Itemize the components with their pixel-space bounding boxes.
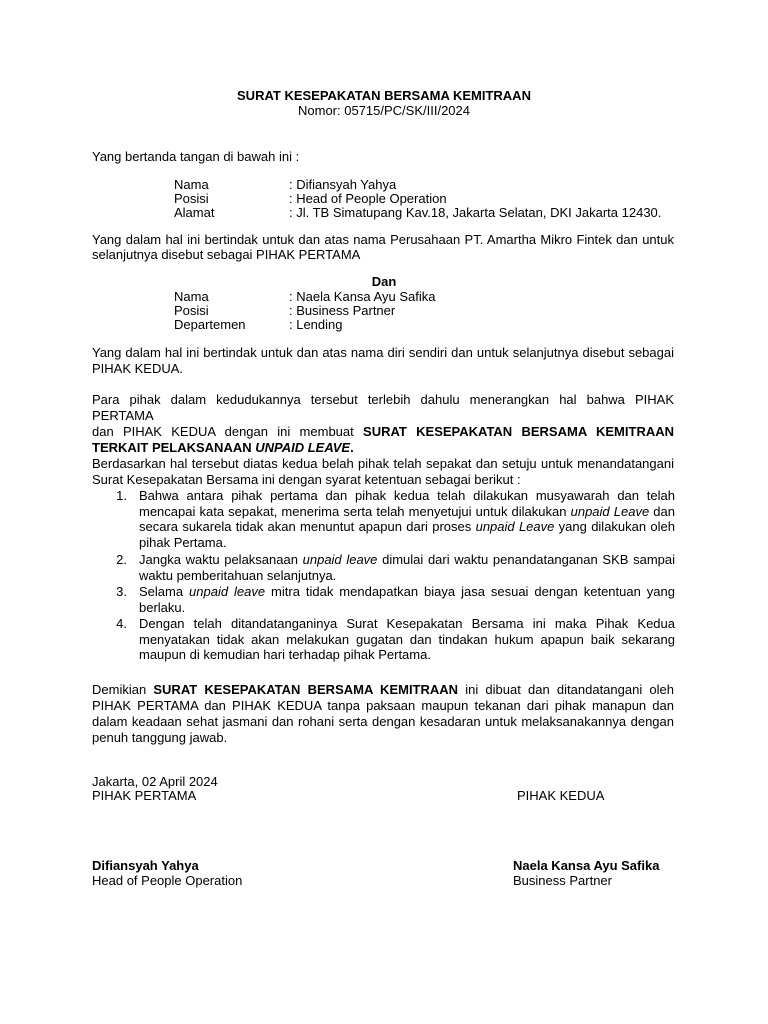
first-party-name-label: Nama — [174, 177, 209, 192]
agreement-line — [92, 424, 674, 440]
terms-item-number: 2. — [116, 552, 127, 567]
terms-item-number: 1. — [116, 488, 127, 503]
terms-item-line: maupun di kemudian hari terhadap pihak Pertama. — [139, 647, 431, 663]
terms-intro-line: Surat Kesepakatan Bersama ini dengan syarat ketentuan sebagai berikut : — [92, 472, 521, 487]
terms-item-italic: unpaid leave — [302, 552, 378, 567]
terms-item-text — [139, 488, 675, 550]
terms-item-line: pihak Pertama. — [139, 534, 227, 550]
second-party-role: PIHAK KEDUA — [517, 788, 605, 803]
first-party-statement-line: selanjutnya disebut sebagai PIHAK PERTAMA — [92, 247, 361, 262]
terms-item-number: 3. — [116, 584, 127, 599]
first-party-signatory-title: Head of People Operation — [92, 873, 243, 888]
terms-item-text — [139, 584, 675, 615]
terms-item-line: Bahwa antara pihak pertama dan pihak kedua telah dilakukan musyawarah dan telah — [139, 488, 675, 503]
terms-item-text-part: mencapai kata sepakat, menerima serta telah menyetujui untuk dilakukan — [139, 503, 571, 519]
first-party-address-label: Alamat — [174, 205, 215, 220]
terms-item-line — [139, 519, 675, 535]
terms-item-line — [139, 584, 675, 600]
first-party-signatory-name: Difiansyah Yahya — [92, 858, 199, 873]
first-party-address-value: : Jl. TB Simatupang Kav.18, Jakarta Selatan, DKI Jakarta 12430. — [289, 205, 662, 220]
first-party-position-value: : Head of People Operation — [289, 191, 447, 206]
second-party-department-label: Departemen — [174, 317, 246, 332]
second-party-position-label: Posisi — [174, 303, 209, 318]
terms-item-text-part: dan — [649, 503, 675, 519]
second-party-position-value: : Business Partner — [289, 303, 396, 318]
terms-item-line: berlaku. — [139, 599, 186, 615]
terms-item-line: menyatakan tidak akan melakukan gugatan dan tindakan hukum apapun baik sekarang — [139, 631, 675, 647]
first-party-position-label: Posisi — [174, 191, 209, 206]
closing-line: penuh tanggung jawab. — [92, 730, 228, 745]
terms-item-text — [139, 552, 675, 583]
terms-item-italic: unpaid Leave — [475, 519, 555, 535]
first-party-statement-line: Yang dalam hal ini bertindak untuk dan atas nama Perusahaan PT. Amartha Mikro Fintek dan untuk — [92, 232, 674, 247]
dan-separator: Dan — [371, 274, 397, 289]
agreement-title-bold: TERKAIT PELAKSANAAN — [92, 440, 256, 455]
agreement-line — [92, 440, 674, 456]
closing-line: dalam keadaan sehat jasmani dan rohani serta dengan kesadaran untuk melaksanakannya dengan — [92, 714, 674, 729]
second-party-signatory-name: Naela Kansa Ayu Safika — [513, 858, 660, 873]
closing-text-part: ini dibuat dan ditandatangani oleh — [458, 682, 674, 697]
agreement-title-italic: UNPAID LEAVE — [255, 440, 351, 455]
closing-line — [92, 682, 674, 698]
agreement-title-end: . — [350, 440, 354, 455]
first-party-name-value: : Difiansyah Yahya — [289, 177, 397, 192]
terms-item-text-part: Selama — [139, 584, 190, 599]
second-party-signatory-title: Business Partner — [513, 873, 612, 888]
terms-item-text-part: Jangka waktu pelaksanaan — [139, 552, 303, 567]
terms-item-line — [139, 504, 675, 520]
second-party-name-value: : Naela Kansa Ayu Safika — [289, 289, 436, 304]
second-party-statement-line: Yang dalam hal ini bertindak untuk dan atas nama diri sendiri dan untuk selanjutnya disebut sebagai — [92, 345, 674, 360]
second-party-name-label: Nama — [174, 289, 209, 304]
second-party-statement-line: PIHAK KEDUA. — [92, 361, 184, 376]
agreement-title-bold: SURAT KESEPAKATAN BERSAMA KEMITRAAN — [363, 424, 674, 439]
terms-item-line: Dengan telah ditandatanganinya Surat Kesepakatan Bersama ini maka Pihak Kedua — [139, 616, 675, 631]
terms-item-italic: unpaid leave — [189, 584, 266, 599]
terms-item-number: 4. — [116, 616, 127, 631]
agreement-text: dan PIHAK KEDUA dengan ini membuat — [92, 424, 364, 439]
terms-item-text-part: yang dilakukan oleh — [554, 519, 676, 535]
document-number: Nomor: 05715/PC/SK/III/2024 — [298, 103, 470, 118]
terms-intro-line: Berdasarkan hal tersebut diatas kedua belah pihak telah sepakat dan setuju untuk menandatangani — [92, 456, 674, 471]
closing-title-bold: SURAT KESEPAKATAN BERSAMA KEMITRAAN — [153, 682, 459, 697]
document-title: SURAT KESEPAKATAN BERSAMA KEMITRAAN — [237, 88, 531, 103]
terms-item-line: waktu pemberitahuan selanjutnya. — [139, 567, 337, 583]
closing-paragraph — [92, 682, 674, 746]
first-party-statement — [92, 232, 674, 262]
intro-text: Yang bertanda tangan di bawah ini : — [92, 149, 300, 164]
closing-line: PIHAK PERTAMA dan PIHAK KEDUA tanpa paksaan maupun tekanan dari pihak manapun dan — [92, 698, 674, 713]
terms-item-italic: unpaid Leave — [570, 503, 650, 519]
terms-item-line — [139, 552, 675, 568]
second-party-statement — [92, 345, 674, 377]
terms-item-text-part: secara sukarela tidak akan menuntut apapun dari proses — [139, 519, 476, 535]
agreement-line: Para pihak dalam kedudukannya tersebut terlebih dahulu menerangkan hal bahwa PIHAK PERTAMA — [92, 392, 674, 423]
first-party-role: PIHAK PERTAMA — [92, 788, 197, 803]
terms-item-text-part: dimulai dari waktu penandatanganan SKB sampai — [377, 552, 676, 567]
agreement-paragraph — [92, 392, 674, 456]
closing-text-part: Demikian — [92, 682, 154, 697]
terms-intro — [92, 456, 674, 488]
terms-item-text — [139, 616, 675, 663]
place-date: Jakarta, 02 April 2024 — [92, 774, 218, 789]
second-party-department-value: : Lending — [289, 317, 343, 332]
terms-item-text-part: mitra tidak mendapatkan biaya jasa sesuai dengan ketentuan yang — [265, 584, 675, 599]
